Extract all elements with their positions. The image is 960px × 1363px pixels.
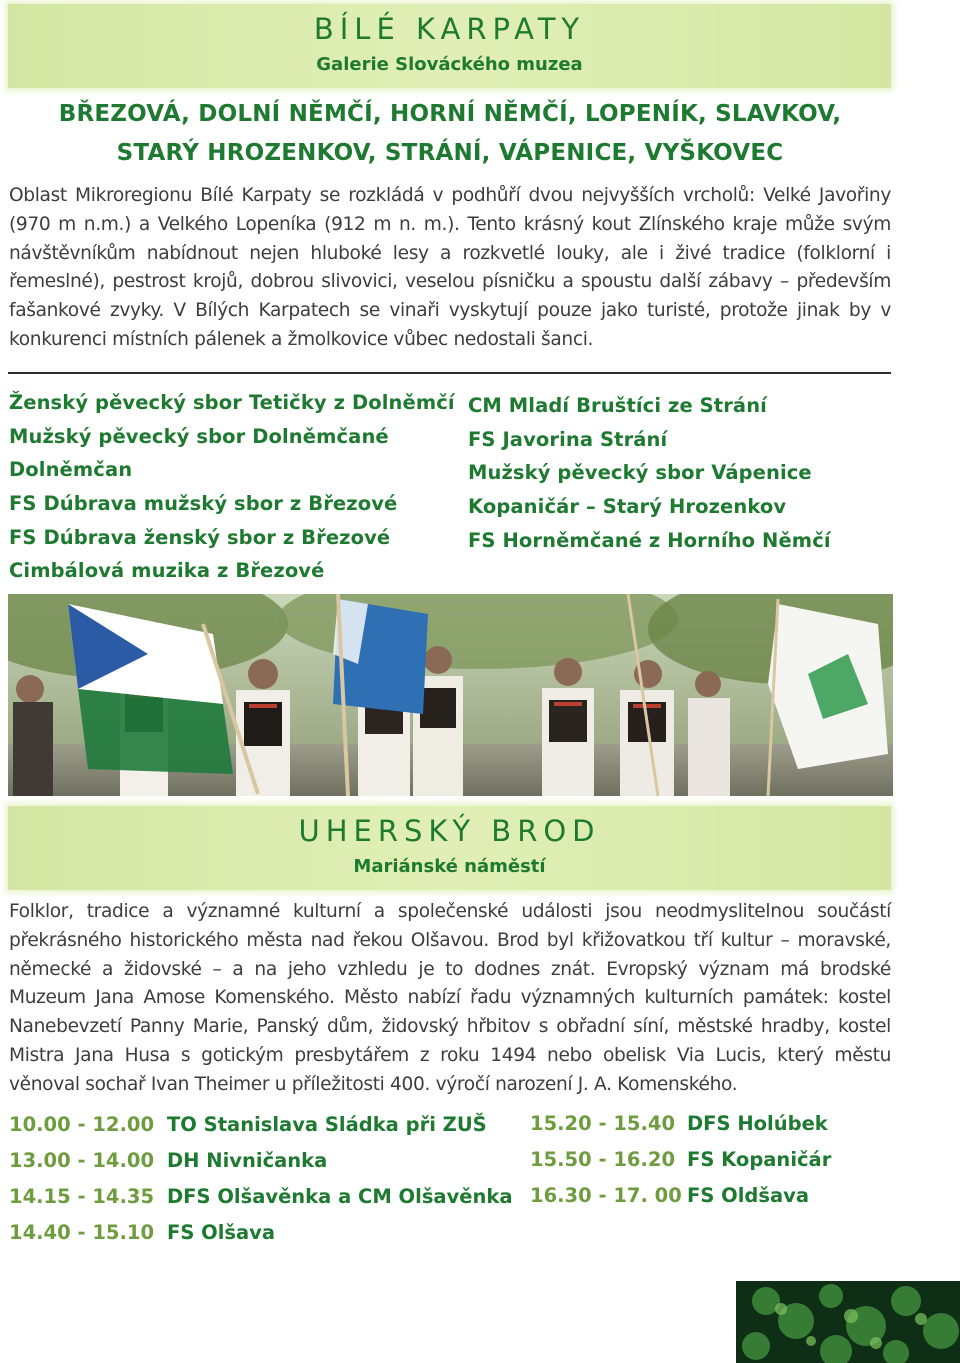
ensemble-item: FS Dúbrava ženský sbor z Březové	[9, 525, 391, 549]
ensemble-list-left	[9, 386, 455, 588]
ensemble-item: Ženský pěvecký sbor Tetičky z Dolněmčí	[9, 391, 455, 414]
schedule-performer: FS Olšava	[167, 1221, 276, 1244]
intro-paragraph: Oblast Mikroregionu Bílé Karpaty se rozkládá v podhůří dvou nejvyšších vrcholů: Velké Javořiny (970 m n.m.) a Velkého Lopeníka (912 m n. m.). Tento krásný kout Zlínského kraje může svým návštěvníkům nabídnout nejen hluboké lesy a rozkvetlé louky, ale i živé tradice (folklorní i řemeslné), pestrost krojů, dobrou slivovici, veselou písničku a spoustu další zábavy – především fašankové zvyky. V Bílých Karpatech se vinaři vyskytují pouze jako turisté, protože jinak by v konkurenci místních pálenek a žmolkovice vůbec nedostali šanci.	[9, 185, 891, 350]
villages-heading-line-1: BŘEZOVÁ, DOLNÍ NĚMČÍ, HORNÍ NĚMČÍ, LOPENÍK, SLAVKOV,	[58, 101, 842, 127]
section-subtitle: Mariánské náměstí	[353, 856, 546, 877]
ensemble-list-right	[468, 389, 831, 557]
schedule-list-right	[530, 1106, 930, 1214]
schedule-time: 13.00 - 14.00	[9, 1149, 155, 1172]
schedule-row	[9, 1179, 513, 1215]
foliage-corner-image	[736, 1281, 960, 1363]
ensemble-item: Mužský pěvecký sbor Dolněmčané	[9, 424, 389, 448]
schedule-performer: TO Stanislava Sládka při ZUŠ	[167, 1113, 487, 1136]
schedule-performer: FS Kopaničár	[687, 1148, 832, 1171]
section-banner-uhersky-brod	[8, 806, 891, 890]
folklore-parade-photo	[8, 594, 893, 796]
ensemble-item: Cimbálová muzika z Březové	[9, 559, 325, 583]
schedule-performer: FS Oldšava	[687, 1184, 810, 1207]
schedule-time: 15.50 - 16.20	[530, 1148, 676, 1171]
schedule-time: 10.00 - 12.00	[9, 1113, 155, 1136]
schedule-row	[9, 1143, 509, 1179]
schedule-time: 14.40 - 15.10	[9, 1221, 155, 1244]
schedule-row	[530, 1142, 930, 1178]
ensemble-item: Mužský pěvecký sbor Vápenice	[468, 461, 812, 485]
schedule-performer: DFS Olšavěnka a CM Olšavěnka	[167, 1185, 513, 1208]
schedule-row	[530, 1178, 930, 1214]
villages-heading-line-2: STARÝ HROZENKOV, STRÁNÍ, VÁPENICE, VYŠKOVEC	[116, 140, 784, 166]
schedule-row	[530, 1106, 930, 1142]
ensemble-item: FS Dúbrava mužský sbor z Březové	[9, 492, 398, 516]
ensemble-item: CM Mladí Bruštíci ze Strání	[468, 394, 767, 417]
schedule-row	[9, 1107, 509, 1143]
ensemble-item: FS Horněmčané z Horního Němčí	[468, 528, 831, 552]
ensemble-item: Dolněmčan	[9, 458, 133, 482]
section-title: BÍLÉ KARPATY	[313, 12, 586, 46]
schedule-time: 15.20 - 15.40	[530, 1112, 676, 1135]
section-banner-bile-karpaty	[8, 4, 891, 88]
section-title: UHERSKÝ BROD	[298, 814, 601, 848]
schedule-list-left	[9, 1107, 513, 1251]
schedule-performer: DH Nivničanka	[167, 1149, 328, 1172]
schedule-time: 16.30 - 17. 00	[530, 1184, 682, 1207]
schedule-performer: DFS Holúbek	[687, 1112, 828, 1135]
ensemble-item: Kopaničár – Starý Hrozenkov	[468, 495, 787, 519]
section-subtitle: Galerie Slováckého muzea	[316, 54, 583, 75]
divider-line	[8, 372, 891, 374]
schedule-time: 14.15 - 14.35	[9, 1185, 155, 1208]
schedule-row	[9, 1215, 509, 1251]
uhersky-brod-paragraph: Folklor, tradice a významné kulturní a společenské události jsou neodmyslitelnou součástí překrásného historického města nad řekou Olšavou. Brod byl křižovatkou tří kultur – moravské, německé a židovské – a na jeho vzhledu je to dodnes znát. Evropský význam má brodské Muzeum Jana Amose Komenského. Město nabízí řadu významných kulturních památek: kostel Nanebevzetí Panny Marie, Panský dům, židovský hřbitov s obřadní síní, městské hradby, kostel Mistra Jana Husa s gotickým presbytářem z roku 1494 nebo obelisk Via Lucis, který městu věnoval sochař Ivan Theimer u příležitosti 400. výročí narození J. A. Komenského.	[9, 901, 891, 1095]
ensemble-item: FS Javorina Strání	[468, 427, 668, 451]
